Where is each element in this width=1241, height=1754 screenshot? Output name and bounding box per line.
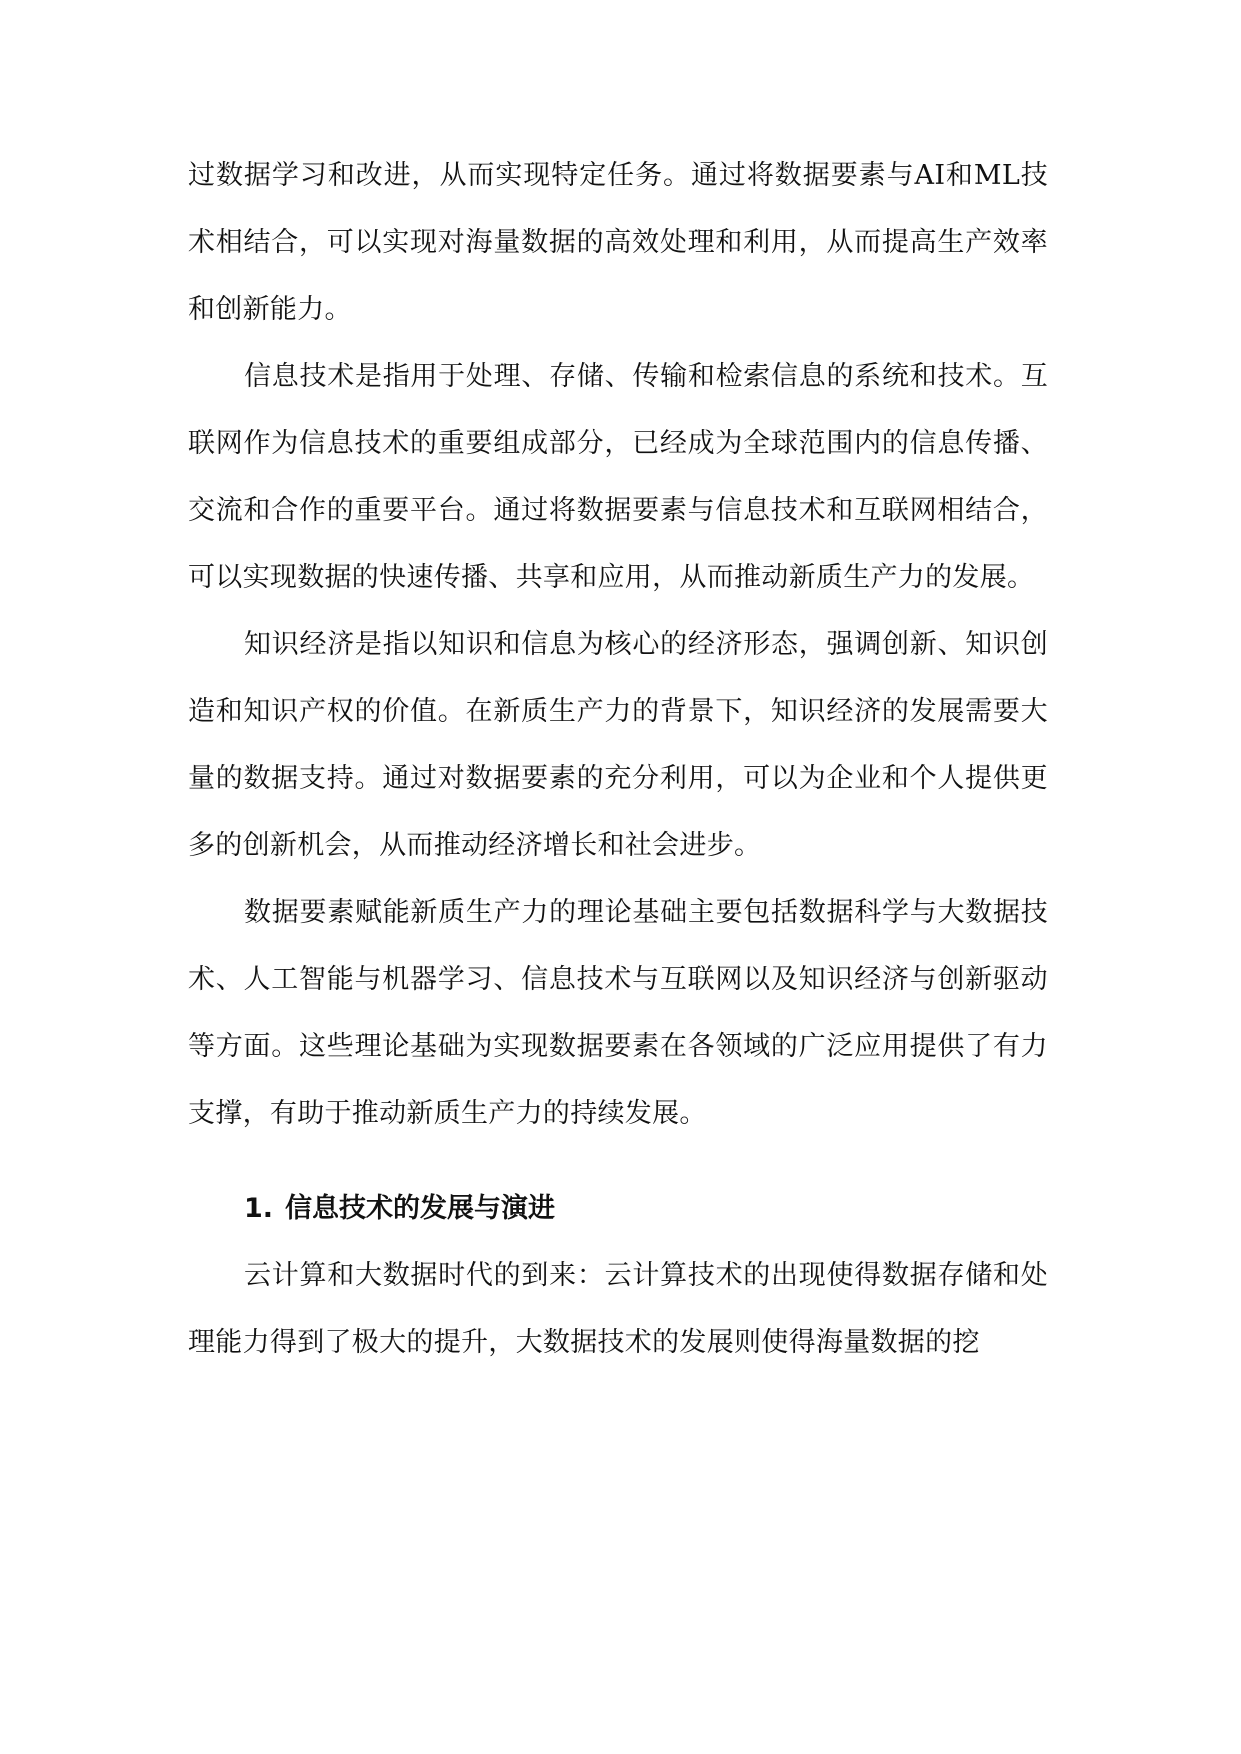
paragraph-knowledge-economy: 知识经济是指以知识和信息为核心的经济形态，强调创新、知识创造和知识产权的价值。在新质生产力的背景下，知识经济的发展需要大量的数据支持。通过对数据要素的充分利用，可以为企业和个人提供更多的创新机会，从而推动经济增长和社会进步。 xyxy=(188,629,1048,861)
paragraph-cloud-bigdata: 云计算和大数据时代的到来：云计算技术的出现使得数据存储和处理能力得到了极大的提升，大数据技术的发展则使得海量数据的挖 xyxy=(188,1260,1048,1358)
section-heading xyxy=(188,1175,1048,1242)
document-body xyxy=(188,142,1048,1376)
paragraph-theory-summary: 数据要素赋能新质生产力的理论基础主要包括数据科学与大数据技术、人工智能与机器学习、信息技术与互联网以及知识经济与创新驱动等方面。这些理论基础为实现数据要素在各领域的广泛应用提供了有力支撑，有助于推动新质生产力的持续发展。 xyxy=(188,897,1048,1129)
section-title: 信息技术的发展与演进 xyxy=(285,1193,556,1224)
section-number: 1. xyxy=(244,1193,274,1224)
paragraph-information-technology: 信息技术是指用于处理、存储、传输和检索信息的系统和技术。互联网作为信息技术的重要组成部分，已经成为全球范围内的信息传播、交流和合作的重要平台。通过将数据要素与信息技术和互联网相结合，可以实现数据的快速传播、共享和应用，从而推动新质生产力的发展。 xyxy=(188,361,1048,593)
paragraph-continued: 过数据学习和改进，从而实现特定任务。通过将数据要素与AI和ML技术相结合，可以实现对海量数据的高效处理和利用，从而提高生产效率和创新能力。 xyxy=(188,160,1048,325)
